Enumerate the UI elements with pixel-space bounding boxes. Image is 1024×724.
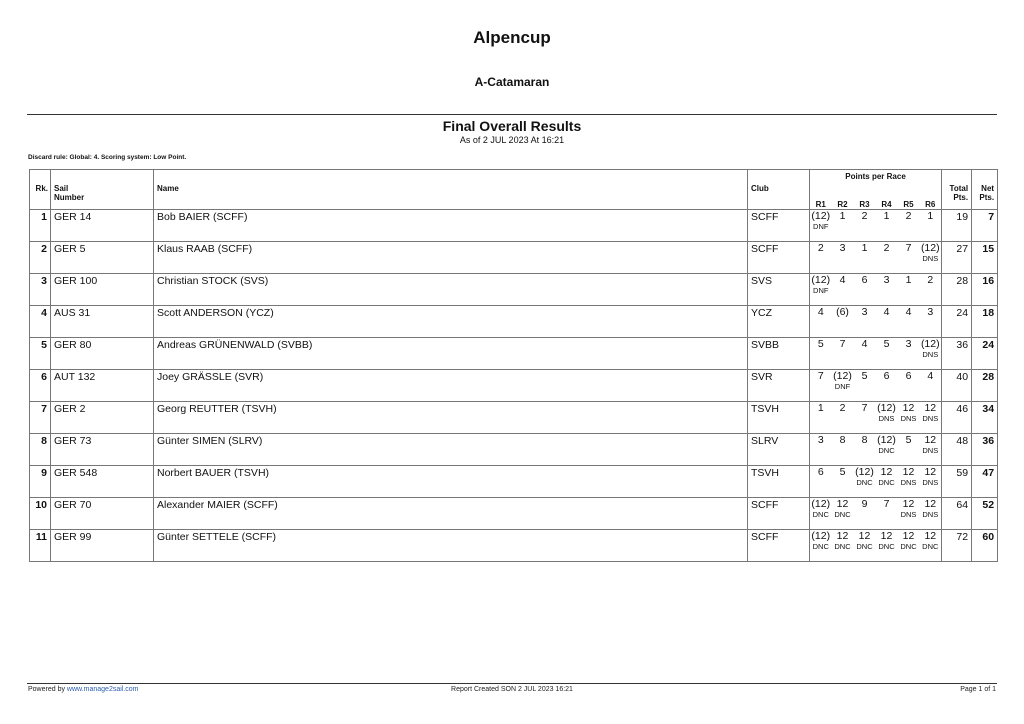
total-points-cell: 27 [942,242,972,274]
race-score-cell [810,242,832,274]
net-points-cell: 24 [972,338,998,370]
col-rank-label: Rk. [35,184,48,193]
net-points-cell: 18 [972,306,998,338]
race-score-cell [876,370,898,402]
race-score: 12 [836,498,849,510]
footer-divider [27,683,997,684]
race-score-cell [854,210,876,242]
race-score-cell [854,338,876,370]
race-score: 12 [924,498,937,510]
race-score-cell [898,466,920,498]
sail-number-cell: GER 73 [51,434,154,466]
class-name: A-Catamaran [474,75,550,89]
race-score-cell [832,338,854,370]
table-row [30,210,998,242]
race-score: 4 [883,306,890,318]
results-body [30,210,998,562]
net-points-cell: 52 [972,498,998,530]
header-row [30,170,998,184]
event-title: Alpencup [473,28,551,47]
penalty-code: DNS [922,446,939,455]
race-score: 7 [905,242,912,254]
sail-number-cell: GER 100 [51,274,154,306]
net-points-cell: 47 [972,466,998,498]
net-points-cell: 7 [972,210,998,242]
race-score: 4 [861,338,868,350]
total-points-cell: 46 [942,402,972,434]
name-cell: Andreas GRÜNENWALD (SVBB) [154,338,748,370]
net-points-cell: 34 [972,402,998,434]
race-score-cell [898,402,920,434]
club-cell: SVS [748,274,810,306]
net-points-cell: 28 [972,370,998,402]
race-score-cell [876,402,898,434]
race-score: 3 [883,274,890,286]
race-score: 12 [924,466,937,478]
club-cell: TSVH [748,402,810,434]
sail-number-cell: GER 14 [51,210,154,242]
race-score-cell [920,274,942,306]
col-r4: R4 [876,183,898,210]
name-cell: Bob BAIER (SCFF) [154,210,748,242]
col-net-label-2: Pts. [979,193,995,202]
race-score-cell [854,530,876,562]
race-score-cell [810,274,832,306]
penalty-code: DNS [922,510,939,519]
rank-cell: 11 [30,530,51,562]
race-score: 4 [927,370,934,382]
report-date: As of 2 JUL 2023 At 16:21 [459,135,565,145]
rank-cell: 5 [30,338,51,370]
club-cell: SCFF [748,498,810,530]
race-score: 5 [883,338,890,350]
table-row [30,338,998,370]
col-net-label: Net [981,184,995,193]
race-score: 9 [861,498,868,510]
race-score: (12) [920,338,940,350]
name-cell: Alexander MAIER (SCFF) [154,498,748,530]
race-score: 12 [836,530,849,542]
penalty-code: DNS [900,510,917,519]
race-score-cell [854,242,876,274]
col-r5: R5 [898,183,920,210]
race-score-cell [832,466,854,498]
race-score-cell [876,210,898,242]
table-row [30,242,998,274]
race-score: 2 [817,242,824,254]
race-score-cell [920,242,942,274]
name-cell: Günter SETTELE (SCFF) [154,530,748,562]
race-score-cell [832,306,854,338]
race-score: 1 [839,210,846,222]
col-name-label: Name [157,184,179,193]
race-score: (6) [836,306,849,318]
race-score-cell [854,466,876,498]
rank-cell: 8 [30,434,51,466]
race-score: 7 [817,370,824,382]
discard-rule: Discard rule: Global: 4. Scoring system: Low Point. [28,154,187,161]
race-score: (12) [811,274,831,286]
penalty-code: DNS [922,478,939,487]
race-score-cell [854,274,876,306]
race-score: 3 [905,338,912,350]
col-total-label: Total [949,184,969,193]
race-score-cell [854,434,876,466]
sail-number-cell: GER 5 [51,242,154,274]
race-score: (12) [811,210,831,222]
penalty-code: DNF [813,286,829,295]
penalty-code: DNC [856,542,873,551]
race-score: 7 [883,498,890,510]
race-score: (12) [811,530,831,542]
table-row [30,274,998,306]
rank-cell: 7 [30,402,51,434]
col-r6: R6 [920,183,942,210]
race-score: 3 [817,434,824,446]
race-score-cell [810,210,832,242]
race-score-cell [898,242,920,274]
race-score: 7 [839,338,846,350]
race-score-cell [898,210,920,242]
race-score: 4 [817,306,824,318]
race-score: (12) [811,498,831,510]
col-net [972,170,998,210]
penalty-code: DNC [878,478,895,487]
page-number: Page 1 of 1 [960,686,996,693]
net-points-cell: 15 [972,242,998,274]
total-points-cell: 59 [942,466,972,498]
race-score: 2 [839,402,846,414]
race-score: 12 [902,498,915,510]
col-sail-label: Sail [54,184,69,193]
race-score: 1 [905,274,912,286]
race-score: 2 [927,274,934,286]
header-divider [27,114,997,115]
table-row [30,402,998,434]
race-score: (12) [877,402,896,414]
report-title: Final Overall Results [442,118,582,134]
penalty-code: DNS [878,414,895,423]
race-score-cell [920,434,942,466]
table-row [30,370,998,402]
race-score: 1 [883,210,890,222]
table-row [30,466,998,498]
penalty-code: DNC [878,542,895,551]
table-row [30,498,998,530]
penalty-code: DNS [900,478,917,487]
total-points-cell: 40 [942,370,972,402]
race-score: 3 [839,242,846,254]
total-points-cell: 19 [942,210,972,242]
race-score-cell [854,498,876,530]
race-score-cell [920,306,942,338]
manage2sail-link[interactable]: www.manage2sail.com [66,686,139,693]
powered-by-text: Powered by [28,686,67,693]
race-score-cell [920,466,942,498]
race-score-cell [832,370,854,402]
sail-number-cell: AUT 132 [51,370,154,402]
total-points-cell: 64 [942,498,972,530]
race-score: 8 [839,434,846,446]
penalty-code: DNS [900,414,917,423]
sail-number-cell: GER 548 [51,466,154,498]
net-points-cell: 36 [972,434,998,466]
club-cell: YCZ [748,306,810,338]
race-score: 12 [902,402,915,414]
penalty-code: DNC [834,510,851,519]
race-score: (12) [920,242,940,254]
race-score: (12) [833,370,852,382]
club-cell: SVBB [748,338,810,370]
race-score: 4 [905,306,912,318]
col-points-per-race: Points per Race [810,170,942,184]
race-score: 6 [817,466,824,478]
race-score-cell [810,338,832,370]
race-score-cell [920,402,942,434]
report-created: Report Created SON 2 JUL 2023 16:21 [451,686,573,693]
race-score-cell [876,434,898,466]
race-score: 6 [905,370,912,382]
penalty-code: DNF [834,382,851,391]
race-score: (12) [877,434,896,446]
race-score: 7 [861,402,868,414]
race-score-cell [810,498,832,530]
rank-cell: 6 [30,370,51,402]
sail-number-cell: GER 80 [51,338,154,370]
race-score-cell [898,274,920,306]
net-points-cell: 16 [972,274,998,306]
club-cell: SLRV [748,434,810,466]
race-score-cell [832,434,854,466]
penalty-code: DNC [812,542,829,551]
table-row [30,530,998,562]
race-score: 12 [902,530,915,542]
race-score: 6 [883,370,890,382]
name-cell: Günter SIMEN (SLRV) [154,434,748,466]
race-score: 3 [927,306,934,318]
col-r3: R3 [854,183,876,210]
race-score: 2 [883,242,890,254]
col-sail [51,170,154,210]
race-score-cell [810,434,832,466]
results-table [29,169,998,562]
race-score-cell [832,498,854,530]
penalty-code: DNC [878,446,895,455]
penalty-code: DNF [813,222,829,231]
total-points-cell: 24 [942,306,972,338]
penalty-code: DNC [922,542,939,551]
table-row [30,434,998,466]
race-score: (12) [855,466,874,478]
race-score-cell [854,402,876,434]
race-score: 12 [880,466,893,478]
race-score-cell [832,242,854,274]
race-score-cell [898,306,920,338]
race-score-cell [898,370,920,402]
race-score: 12 [880,530,893,542]
sail-number-cell: GER 70 [51,498,154,530]
col-club-label: Club [751,184,769,193]
club-cell: SCFF [748,530,810,562]
race-score-cell [920,210,942,242]
race-score: 5 [861,370,868,382]
total-points-cell: 48 [942,434,972,466]
race-score: 5 [817,338,824,350]
total-points-cell: 36 [942,338,972,370]
race-score-cell [810,306,832,338]
race-score-cell [854,306,876,338]
race-score: 2 [861,210,868,222]
race-score-cell [810,530,832,562]
race-score-cell [854,370,876,402]
race-score-cell [876,274,898,306]
race-score: 5 [839,466,846,478]
race-score: 1 [817,402,824,414]
col-total-label-2: Pts. [953,193,969,202]
race-score: 6 [861,274,868,286]
sail-number-cell: AUS 31 [51,306,154,338]
penalty-code: DNS [922,254,939,263]
col-club [748,170,810,210]
penalty-code: DNS [922,350,939,359]
race-score-cell [920,338,942,370]
table-row [30,306,998,338]
race-score-cell [876,306,898,338]
net-points-cell: 60 [972,530,998,562]
rank-cell: 2 [30,242,51,274]
penalty-code: DNC [900,542,917,551]
penalty-code: DNC [856,478,873,487]
race-score: 4 [839,274,846,286]
col-r1: R1 [810,183,832,210]
total-points-cell: 72 [942,530,972,562]
total-points-cell: 28 [942,274,972,306]
name-cell: Georg REUTTER (TSVH) [154,402,748,434]
race-score: 12 [902,466,915,478]
rank-cell: 1 [30,210,51,242]
col-r2: R2 [832,183,854,210]
sail-number-cell: GER 99 [51,530,154,562]
sail-number-cell: GER 2 [51,402,154,434]
race-score-cell [898,338,920,370]
name-cell: Christian STOCK (SVS) [154,274,748,306]
rank-cell: 9 [30,466,51,498]
race-score-cell [832,402,854,434]
race-score: 12 [858,530,871,542]
race-score-cell [810,370,832,402]
race-score: 3 [861,306,868,318]
race-score-cell [920,530,942,562]
name-cell: Klaus RAAB (SCFF) [154,242,748,274]
col-sail-label-2: Number [54,193,85,202]
name-cell: Joey GRÄSSLE (SVR) [154,370,748,402]
club-cell: SCFF [748,242,810,274]
club-cell: SVR [748,370,810,402]
name-cell: Scott ANDERSON (YCZ) [154,306,748,338]
race-score: 5 [905,434,912,446]
race-score: 12 [924,402,937,414]
race-score-cell [832,530,854,562]
race-score-cell [920,498,942,530]
race-score-cell [832,210,854,242]
race-score: 12 [924,434,937,446]
race-score-cell [876,466,898,498]
col-rank [30,170,51,210]
rank-cell: 10 [30,498,51,530]
race-score: 8 [861,434,868,446]
penalty-code: DNC [834,542,851,551]
penalty-code: DNC [812,510,829,519]
rank-cell: 3 [30,274,51,306]
race-score-cell [898,498,920,530]
race-score-cell [876,338,898,370]
race-score: 1 [927,210,934,222]
race-score-cell [832,274,854,306]
club-cell: SCFF [748,210,810,242]
club-cell: TSVH [748,466,810,498]
race-score-cell [876,530,898,562]
race-score-cell [898,530,920,562]
race-score-cell [920,370,942,402]
rank-cell: 4 [30,306,51,338]
race-score: 1 [861,242,868,254]
name-cell: Norbert BAUER (TSVH) [154,466,748,498]
race-score-cell [876,242,898,274]
race-score-cell [810,402,832,434]
col-name [154,170,748,210]
race-score: 2 [905,210,912,222]
penalty-code: DNS [922,414,939,423]
race-score-cell [898,434,920,466]
race-score-cell [876,498,898,530]
race-score: 12 [924,530,937,542]
race-score-cell [810,466,832,498]
col-total [942,170,972,210]
